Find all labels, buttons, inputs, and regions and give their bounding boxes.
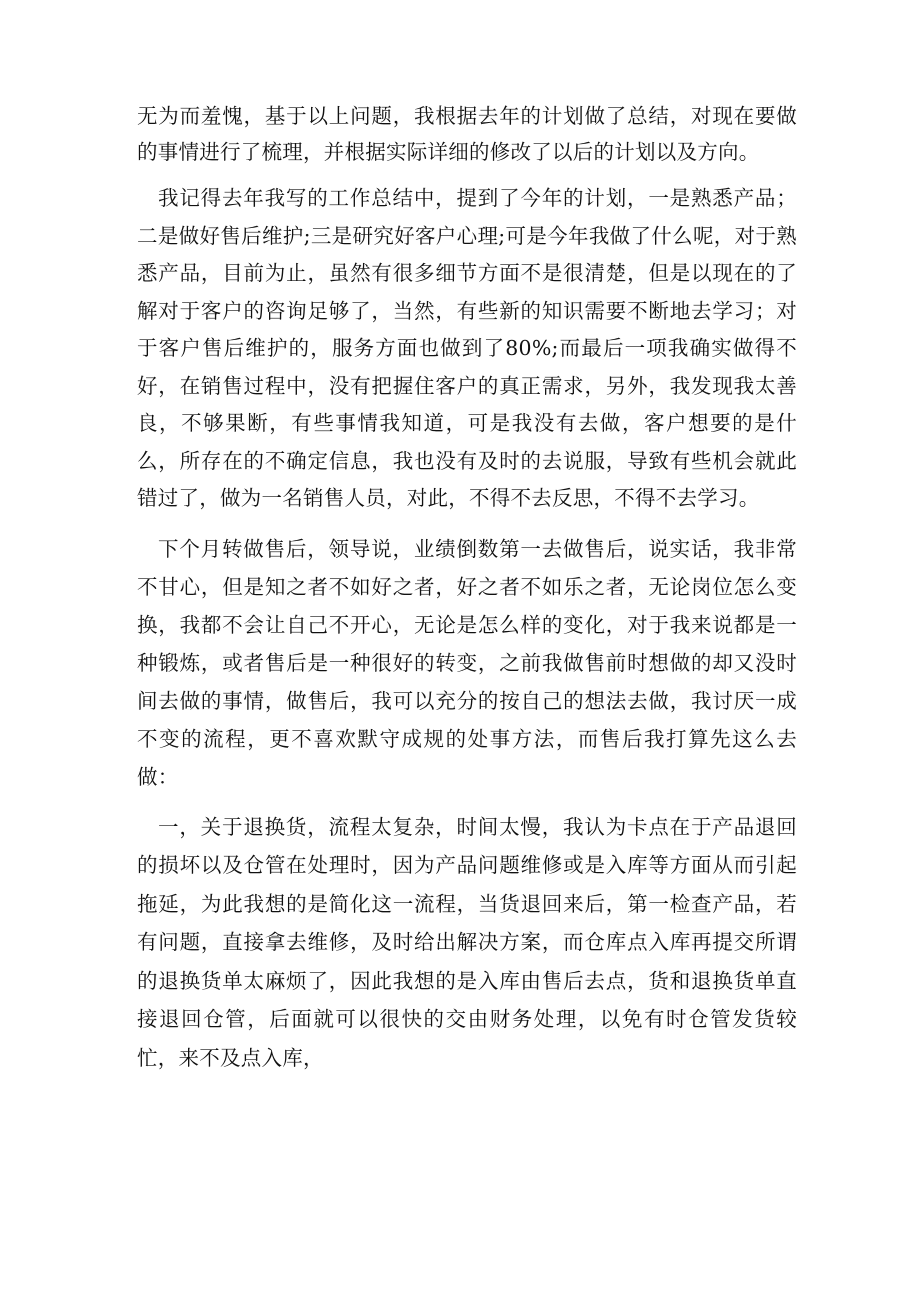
paragraph-3: 下个月转做售后，领导说，业绩倒数第一去做售后，说实话，我非常不甘心，但是知之者不如好之者，好之者不如乐之者，无论岗位怎么变换，我都不会让自己不开心，无论是怎么样的变化，对于我来说都是一种锻炼，或者售后是一种很好的转变，之前我做售前时想做的却又没时间去做的事情，做售后，我可以充分的按自己的想法去做，我讨厌一成不变的流程，更不喜欢默守成规的处事方法，而售后我打算先这么去做： [137, 536, 797, 789]
document-body [137, 98, 797, 1077]
paragraph-1: 无为而羞愧，基于以上问题，我根据去年的计划做了总结，对现在要做的事情进行了梳理，并根据实际详细的修改了以后的计划以及方向。 [137, 104, 797, 164]
paragraph-2: 我记得去年我写的工作总结中，提到了今年的计划，一是熟悉产品；二是做好售后维护;三是研究好客户心理;可是今年我做了什么呢，对于熟悉产品，目前为止，虽然有很多细节方面不是很清楚，但是以现在的了解对于客户的咨询足够了，当然，有些新的知识需要不断地去学习；对于客户售后维护的，服务方面也做到了80%;而最后一项我确实做得不好，在销售过程中，没有把握住客户的真正需求，另外，我发现我太善良，不够果断，有些事情我知道，可是我没有去做，客户想要的是什么，所存在的不确定信息，我也没有及时的去说服，导致有些机会就此错过了，做为一名销售人员，对此，不得不去反思，不得不去学习。 [137, 186, 797, 510]
paragraph-4: 一，关于退换货，流程太复杂，时间太慢，我认为卡点在于产品退回的损坏以及仓管在处理时，因为产品问题维修或是入库等方面从而引起拖延，为此我想的是简化这一流程，当货退回来后，第一检查产品，若有问题，直接拿去维修，及时给出解决方案，而仓库点入库再提交所谓的退换货单太麻烦了，因此我想的是入库由售后去点，货和退换货单直接退回仓管，后面就可以很快的交由财务处理，以免有时仓管发货较忙，来不及点入库， [137, 814, 797, 1070]
